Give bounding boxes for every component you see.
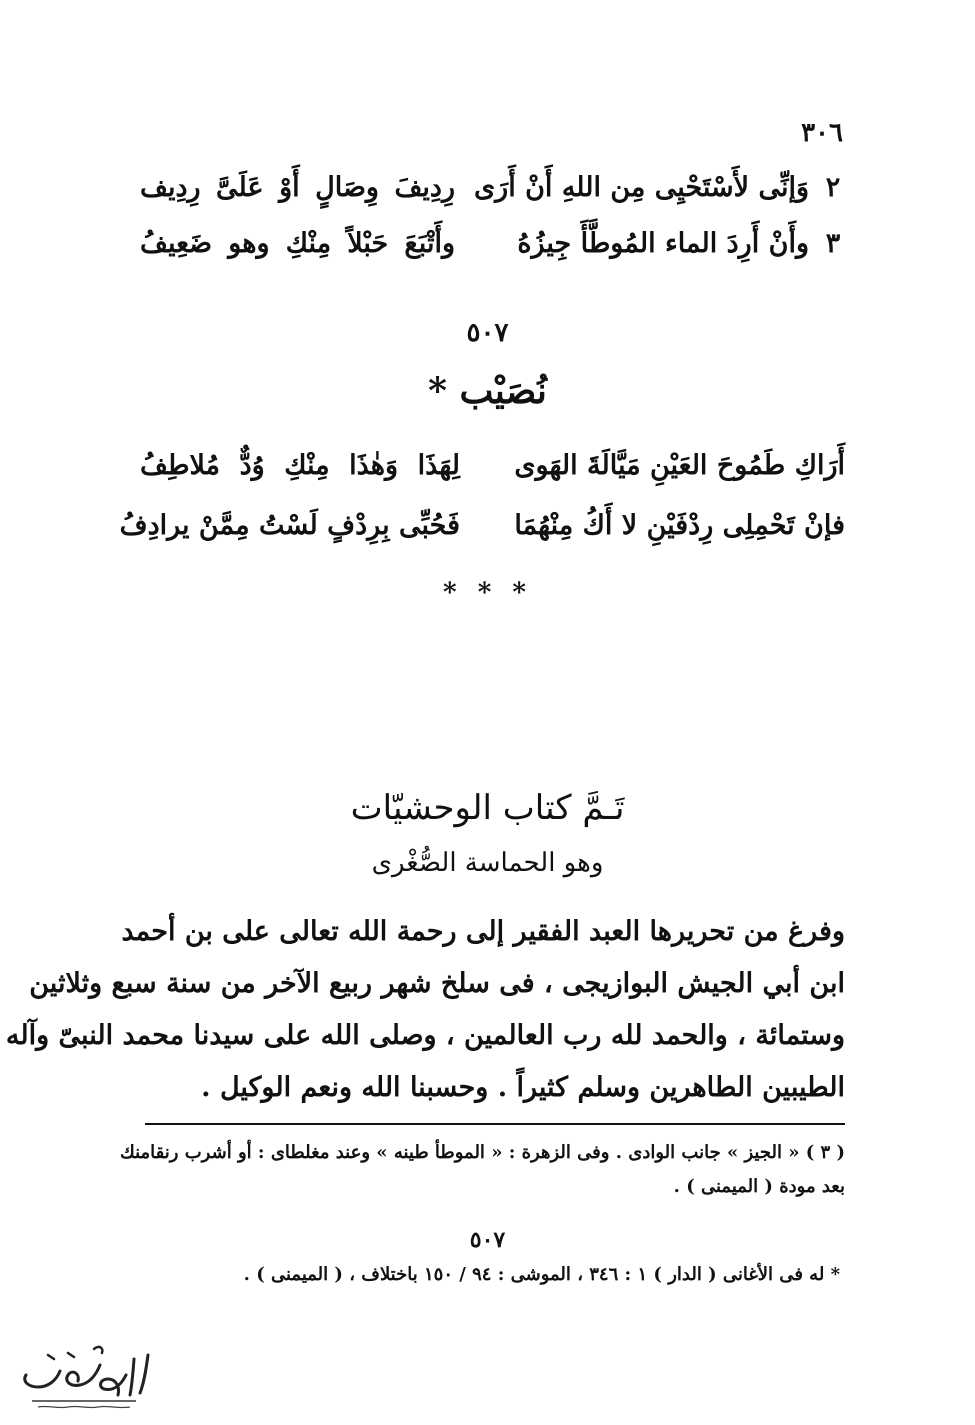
book-end-title: تَـمَّ كتاب الوحشيّات [350,788,625,828]
footnote-divider [145,1123,845,1125]
poem-verse-1 [140,450,845,494]
colophon-line: الطيبين الطاهرين وسلم كثيراً . وحسبنا الله ونعم الوكيل . [201,1072,845,1103]
prev-verse-2 [140,172,845,216]
page-number: ٣٠٦ [801,118,843,148]
section-separator: * * * [443,578,532,608]
colophon-line: وستمائة ، والحمد لله رب العالمين ، وصلى الله على سيدنا محمد النبىّ وآله [5,1020,845,1051]
poet-name: نُصَيْب * [428,370,547,412]
footnote-line: ( ٣ ) « الجيز » جانب الوادى . وفى الزهرة : « الموطأ طينه » وعند مغلطاى : أو أشرب رنقامنك [119,1142,845,1163]
verse-number: ٣ [825,228,841,259]
colophon-line: ابن أبي الجيش البوازيجى ، فى سلخ شهر ربيع الآخر من سنة سبع وثلاثين [29,968,845,999]
prev-verse-3 [140,228,845,272]
book-end-subtitle: وهو الحماسة الصُّغْرى [371,848,604,878]
poem-number: ٥٠٧ [466,318,509,348]
footnote-line: بعد مودة ( الميمنى ) . [673,1176,845,1197]
verse-first-hemistich: أَرَاكِ طَمُوحَ العَيْنِ مَيَّالَةَ الهَوى [514,450,845,481]
footnote-2: * له فى الأغانى ( الدار ) ١ : ٣٤٦ ، الموشى : ٩٤ / ١٥٠ باختلاف ، ( الميمنى ) . [243,1264,840,1285]
poem-verse-2 [119,510,845,554]
footnote-1 [119,1136,845,1204]
colophon [5,906,845,1114]
colophon-line: وفرغ من تحريرها العبد الفقير إلى رحمة الله تعالى على بن أحمد [121,916,845,947]
verse-second-hemistich: فَحُبِّى بِرِدْفٍ لَسْتُ مِمَّنْ يرادِفُ [119,510,460,541]
footnote-poem-number: ٥٠٧ [469,1227,506,1253]
verse-first-hemistich: وأَنْ أَرِدَ الماء المُوطَّأَ جِيزُهُ [517,228,809,259]
verse-second-hemistich: لِهَذَا وَهٰذَا مِنْكِ وُدٌّ مُلاطِفُ [140,450,460,481]
verse-second-hemistich: وأَتْبَعَ حَبْلاً مِنْكِ وهو ضَعِيفُ [140,228,455,259]
verse-number: ٢ [825,172,841,203]
verse-first-hemistich: فإنْ تَحْمِلِى رِدْفَيْنِ لا أَكُ مِنْهُمَا [514,510,845,541]
library-logo-icon [8,1335,158,1415]
verse-first-hemistich: وَإنِّى لأَسْتَحْيِى مِن اللهِ أَنْ أَرَى [474,172,809,203]
verse-second-hemistich: رِدِيفَ وِصَالٍ أَوْ عَلَىَّ رِدِيف [140,172,455,203]
